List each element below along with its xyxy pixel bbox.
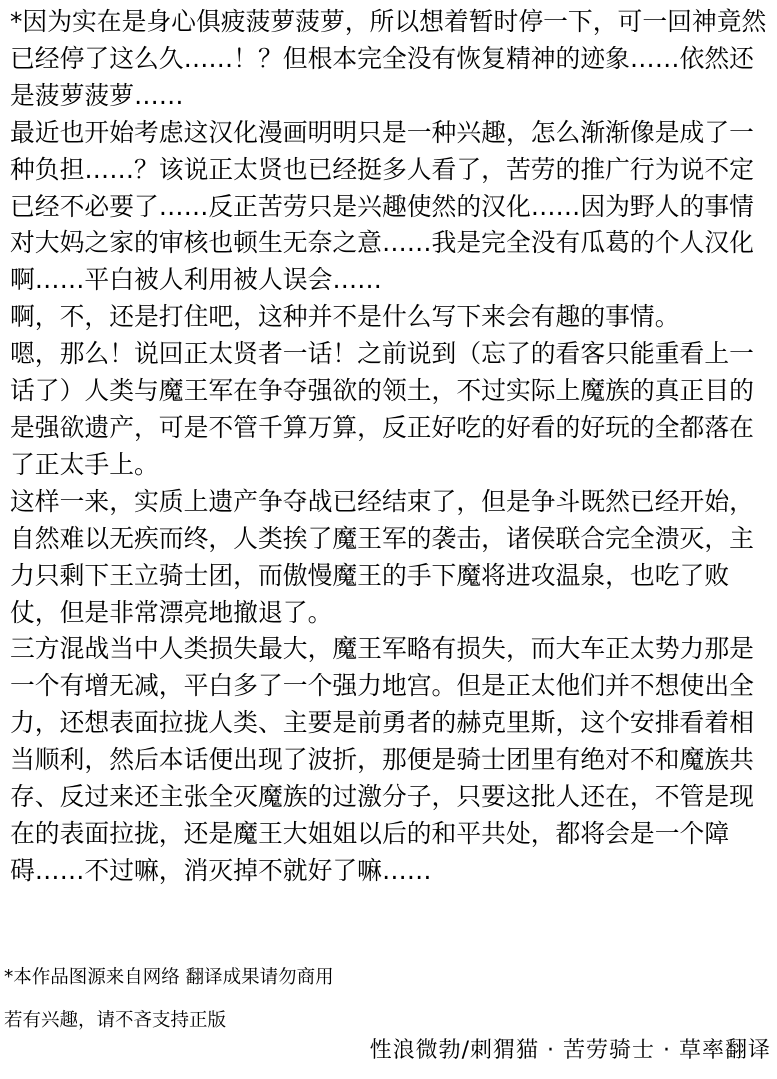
- paragraph-6: 三方混战当中人类损失最大，魔王军略有损失，而大车正太势力那是一个有增无减，平白多了一个强力地宫。但是正太他们并不想使出全力，还想表面拉拢人类、主要是前勇者的赫克里斯，这个安排看着相当顺利，然后本话便出现了波折，那便是骑士团里有绝对不和魔族共存、反过来还主张全灭魔族的过激分子，只要这批人还在，不管是现在的表面拉拢，还是魔王大姐姐以后的和平共处，都将会是一个障碍……不过嘛，消灭掉不就好了嘛……: [10, 634, 754, 885]
- paragraph-3: 啊，不，还是打住吧，这种并不是什么写下来会有趣的事情。: [10, 302, 680, 332]
- paragraph-4: 嗯，那么！说回正太贤者一话！之前说到（忘了的看客只能重看上一话了）人类与魔王军在争夺强欲的领土，不过实际上魔族的真正目的是强欲遗产，可是不管千算万算，反正好吃的好看的好玩的全都落在了正太手上。: [10, 339, 754, 479]
- paragraph-2: 最近也开始考虑这汉化漫画明明只是一种兴趣，怎么渐渐像是成了一种负担……？该说正太贤也已经挺多人看了，苦劳的推广行为说不定已经不必要了……反正苦劳只是兴趣使然的汉化……因为野人的事情对大妈之家的审核也顿生无奈之意……我是完全没有瓜葛的个人汉化啊……平白被人利用被人误会……: [10, 117, 754, 295]
- credits-line: 性浪微勃/刺猬猫 · 苦劳骑士 · 草率翻译: [369, 1038, 771, 1063]
- translator-notes-body: [10, 4, 775, 890]
- paragraph-5: 这样一来，实质上遗产争夺战已经结束了，但是争斗既然已经开始，自然难以无疾而终，人类挨了魔王军的袭击，诸侯联合完全溃灭，主力只剩下王立骑士团，而傲慢魔王的手下魔将进攻温泉，也吃了败仗，但是非常漂亮地撤退了。: [10, 486, 754, 627]
- paragraph-1: *因为实在是身心俱疲菠萝菠萝，所以想着暂时停一下，可一回神竟然已经停了这么久……！？但根本完全没有恢复精神的迹象……依然还是菠萝菠萝……: [10, 7, 767, 110]
- support-notice: 若有兴趣，请不吝支持正版: [4, 1010, 227, 1031]
- source-notice: *本作品图源来自网络 翻译成果请勿商用: [4, 967, 334, 988]
